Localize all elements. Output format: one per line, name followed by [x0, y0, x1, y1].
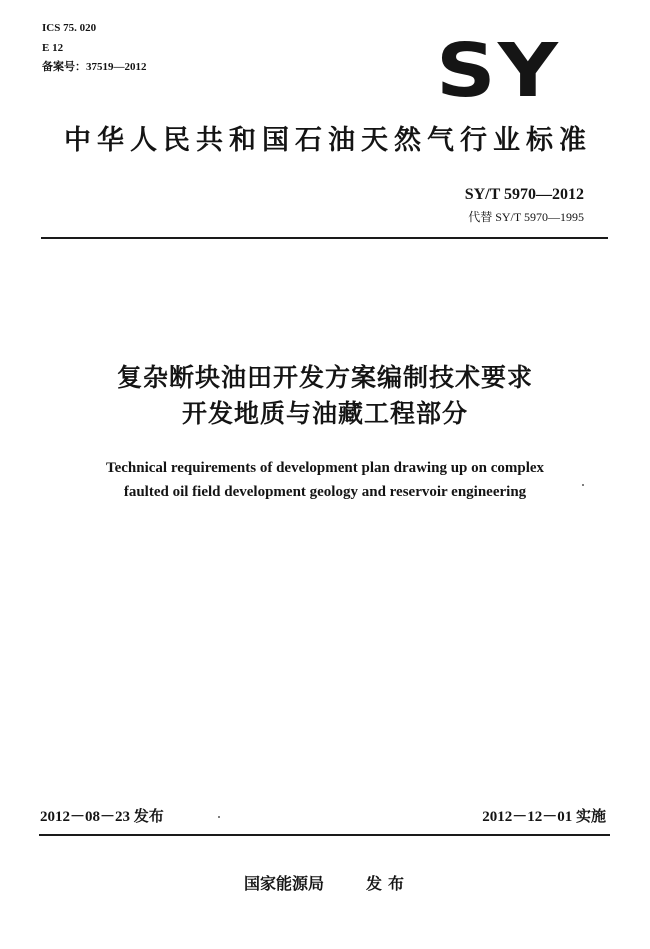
standard-category: 中华人民共和国石油天然气行业标准: [64, 125, 592, 156]
filing-number: 备案号：37519—2012: [42, 61, 147, 73]
issue-date: 2012－08－23 发布: [40, 809, 164, 825]
title-en-line1: Technical requirements of development plan drawing up on complex: [105, 460, 545, 476]
standard-number: SY/T 5970—2012: [464, 186, 584, 203]
implementation-date: 2012－12－01 实施: [482, 809, 606, 825]
replaces-standard: 代替 SY/T 5970—1995: [468, 210, 584, 224]
title-cn-line2: 开发地质与油藏工程部分: [181, 399, 468, 428]
publisher-name: 国家能源局: [244, 874, 325, 893]
title-en-line2: faulted oil field development geology and reservoir engineering: [123, 484, 527, 500]
scan-speck: [582, 484, 584, 486]
sy-logo: SY: [436, 28, 561, 114]
ccs-code: E 12: [42, 42, 64, 54]
footer-divider: [39, 834, 610, 836]
publish-label: 发布: [366, 874, 411, 893]
header-divider: [41, 237, 608, 239]
ics-code: ICS 75. 020: [42, 22, 97, 34]
title-cn-line1: 复杂断块油田开发方案编制技术要求: [116, 363, 533, 392]
scan-speck: [218, 816, 220, 818]
